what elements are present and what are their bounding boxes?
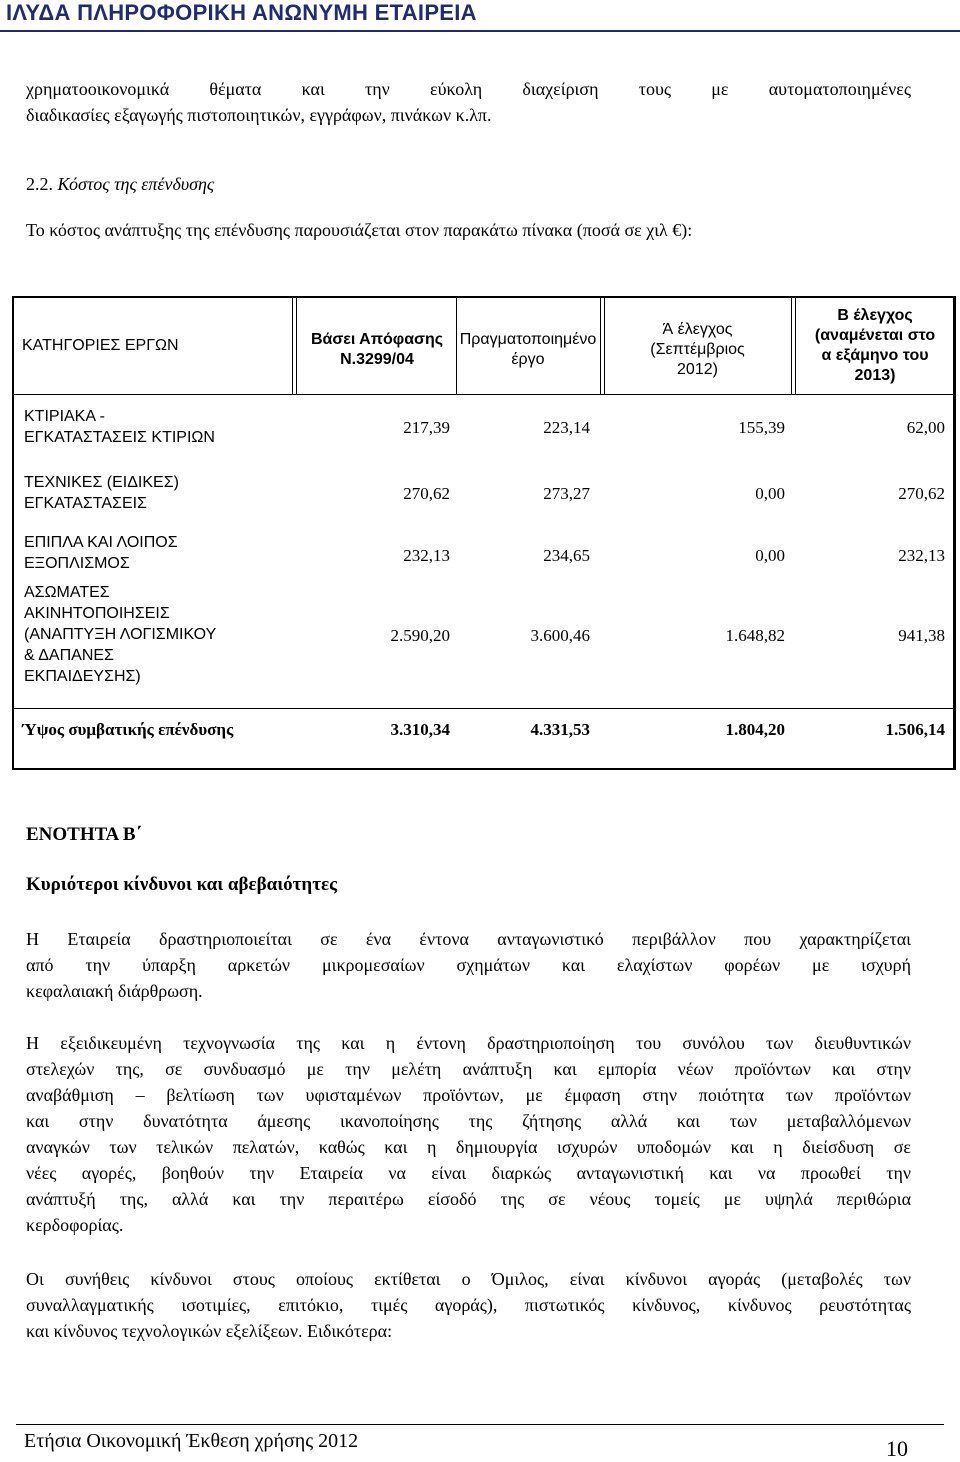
p2-line: κερδοφορίας. (26, 1215, 124, 1235)
total-label: Ύψος συμβατικής επένδυσης (22, 720, 234, 739)
row-label-line: ΚΤΙΡΙΑΚΑ - (24, 408, 105, 425)
col-header-check-a-line: (Σεπτέμβριος (650, 341, 745, 358)
p2-line: και στην δυνατότητα άμεσης ικανοποίησης της ζήτησης αλλά και των μεταβαλλόμενων (26, 1111, 911, 1131)
section-b-subheading: Κυριότεροι κίνδυνοι και αβεβαιότητες (26, 874, 338, 895)
section-2-2-text: Το κόστος ανάπτυξης της επένδυσης παρουσιάζεται στον παρακάτω πίνακα (ποσά σε χιλ €): (26, 220, 693, 240)
total-value: 1.506,14 (885, 720, 945, 739)
col-header-check-a-line: Ά έλεγχος (662, 321, 733, 338)
cell-value: 3.600,46 (530, 626, 590, 645)
cell-value: 273,27 (543, 484, 590, 503)
p2-line: αναβάθμιση – βελτίωση των υφισταμένων προϊόντων, με έμφαση στην ποιότητα των προϊόντων (26, 1085, 911, 1105)
col-header-check-a-line: 2012) (677, 361, 718, 378)
p3-line: Οι συνήθεις κίνδυνοι στους οποίους εκτίθεται ο Όμιλος, είναι κίνδυνοι αγοράς (μεταβολές των (26, 1269, 911, 1289)
col-header-check-b-line: α εξάμηνο του (821, 347, 929, 364)
p2-line: στελεχών της, σε συνδυασμό με την μελέτη ανάπτυξη και εμπορία νέων προϊόντων και στην (26, 1059, 911, 1079)
col-header-check-b-line: 2013) (854, 367, 896, 384)
p1-line: από την ύπαρξη αρκετών μικρομεσαίων σχημάτων και ελαχίστων φορέων με ισχυρή (26, 955, 911, 975)
company-header: ΙΛΥΔΑ ΠΛΗΡΟΦΟΡΙΚΗ ΑΝΩΝΥΜΗ ΕΤΑΙΡΕΙΑ (6, 0, 477, 25)
footer-title: Ετήσια Οικονομική Έκθεση χρήσης 2012 (24, 1430, 359, 1452)
col-header-check-a (604, 320, 791, 380)
col-header-check-b (795, 306, 955, 386)
cell-value: 223,14 (543, 418, 590, 437)
table-divider (600, 296, 601, 394)
total-value: 3.310,34 (390, 720, 450, 739)
col-header-category: ΚΑΤΗΓΟΡΙΕΣ ΕΡΓΩΝ (22, 337, 179, 354)
intro-line-1: χρηματοοικονομικά θέματα και την εύκολη διαχείριση τους με αυτοματοποιημένες (26, 79, 911, 99)
row-label-line: ΕΞΟΠΛΙΣΜΟΣ (24, 555, 130, 572)
section-number: 2.2. (26, 174, 53, 194)
col-header-check-b-line: Β έλεγχος (837, 307, 913, 324)
p3-line: και κίνδυνος τεχνολογικών εξελίξεων. Ειδικότερα: (26, 1321, 393, 1341)
intro-line-2: διαδικασίες εξαγωγής πιστοποιητικών, εγγράφων, πινάκων κ.λπ. (26, 105, 492, 125)
p2-line: Η εξειδικευμένη τεχνογνωσία της και η έντονη δραστηριοποίηση του συνόλου των διευθυντικών (26, 1033, 911, 1053)
section-b-heading: ΕΝΟΤΗΤΑ Β΄ (26, 824, 142, 845)
cell-value: 270,62 (898, 484, 945, 503)
table-row-label (24, 532, 284, 574)
cell-value: 0,00 (755, 546, 785, 565)
table-row-label (24, 472, 284, 514)
page-number: 10 (886, 1436, 908, 1461)
cell-value: 234,65 (543, 546, 590, 565)
header-divider (0, 30, 960, 32)
col-header-check-b-line: (αναμένεται στο (814, 327, 936, 344)
cell-value: 0,00 (755, 484, 785, 503)
p2-line: νέες αγορές, βοηθούν την Εταιρεία να είναι διαρκώς ανταγωνιστική και να προωθεί την (26, 1163, 911, 1183)
cell-value: 62,00 (906, 418, 945, 437)
row-label-line: ΑΣΩΜΑΤΕΣ (24, 584, 110, 601)
row-label-line: ΕΠΙΠΛΑ ΚΑΙ ΛΟΙΠΟΣ (24, 534, 178, 551)
row-label-line: ΕΓΚΑΤΑΣΤΑΣΕΙΣ (24, 495, 147, 512)
cell-value: 155,39 (738, 418, 785, 437)
p1-line: κεφαλαιακή διάρθρωση. (26, 981, 203, 1001)
cell-value: 232,13 (898, 546, 945, 565)
section-2-2-heading (26, 174, 214, 195)
cell-value: 941,38 (898, 626, 945, 645)
col-header-realized-line: έργο (511, 351, 545, 368)
table-header-divider (12, 394, 956, 395)
cell-value: 217,39 (403, 418, 450, 437)
col-header-decision-line: Ν.3299/04 (340, 351, 414, 368)
row-label-line: & ΔΑΠΑΝΕΣ (24, 647, 114, 664)
table-divider (292, 296, 293, 394)
cell-value: 1.648,82 (725, 626, 785, 645)
col-header-realized-line: Πραγματοποιημένο (459, 331, 597, 348)
p2-line: αναγκών των τελικών πελατών, καθώς και η δημιουργία ισχυρών υποδομών και η διείσδυση σε (26, 1137, 911, 1157)
row-label-line: ΑΚΙΝΗΤΟΠΟΙΗΣΕΙΣ (24, 605, 170, 622)
p1-line: Η Εταιρεία δραστηριοποιείται σε ένα έντονα ανταγωνιστικό περιβάλλον που χαρακτηρίζεται (26, 929, 911, 949)
table-divider (791, 296, 792, 394)
row-label-line: (ΑΝΑΠΤΥΞΗ ΛΟΓΙΣΜΙΚΟΥ (24, 626, 217, 643)
table-divider (296, 296, 297, 394)
table-row-label (24, 406, 284, 448)
col-header-decision-line: Βάσει Απόφασης (310, 331, 444, 348)
total-value: 4.331,53 (530, 720, 590, 739)
cell-value: 270,62 (403, 484, 450, 503)
cell-value: 232,13 (403, 546, 450, 565)
col-header-decision (298, 330, 456, 370)
p2-line: ανάπτυξή της, αλλά και την περαιτέρω είσοδό της σε νέους τομείς με υψηλά περιθώρια (26, 1189, 911, 1209)
section-title: Κόστος της επένδυσης (57, 174, 215, 194)
table-total-divider (12, 708, 956, 709)
p3-line: συναλλαγματικής ισοτιμίες, επιτόκιο, τιμές αγοράς), πιστωτικός κίνδυνος, κίνδυνος ρευστότητας (26, 1295, 911, 1315)
footer-divider (16, 1424, 944, 1425)
total-value: 1.804,20 (725, 720, 785, 739)
table-row-label (24, 582, 284, 687)
col-header-realized (456, 330, 600, 370)
row-label-line: ΕΓΚΑΤΑΣΤΑΣΕΙΣ ΚΤΙΡΙΩΝ (24, 429, 215, 446)
cell-value: 2.590,20 (390, 626, 450, 645)
row-label-line: ΤΕΧΝΙΚΕΣ (ΕΙΔΙΚΕΣ) (24, 474, 179, 491)
row-label-line: ΕΚΠΑΙΔΕΥΣΗΣ) (24, 668, 141, 685)
